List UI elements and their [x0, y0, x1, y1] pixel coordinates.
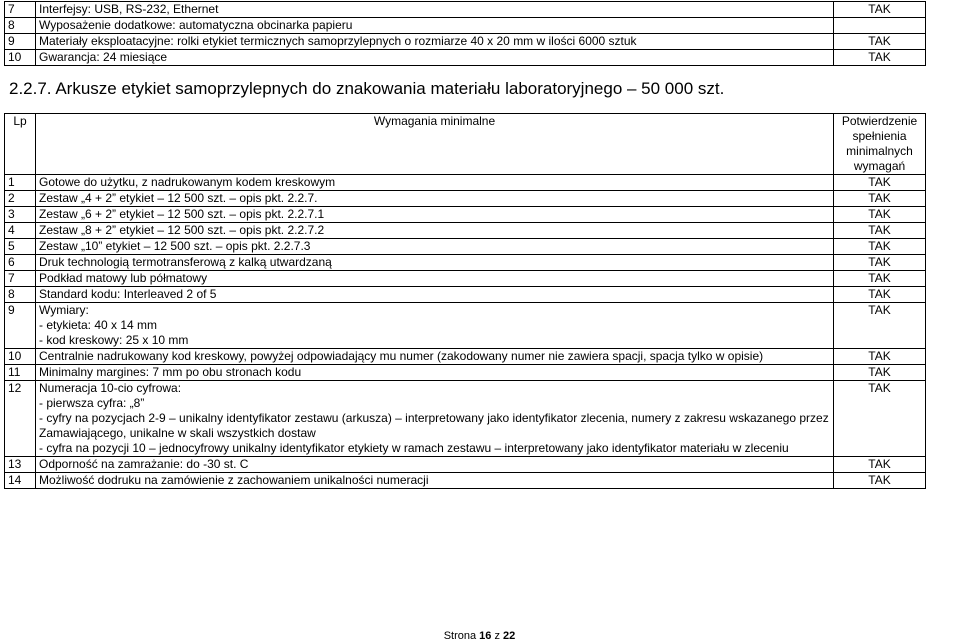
- requirement-line: Zestaw „8 + 2” etykiet – 12 500 szt. – opis pkt. 2.2.7.2: [39, 223, 325, 237]
- row-number: 9: [5, 303, 36, 349]
- requirement-line: Zamawiającego, unikalne w skali wszystkich dostaw: [39, 426, 316, 440]
- row-requirement: [36, 457, 834, 473]
- requirement-line: Wymiary:: [39, 303, 89, 317]
- row-confirmation: TAK: [834, 207, 926, 223]
- table-row: [5, 287, 926, 303]
- requirement-line: Gotowe do użytku, z nadrukowanym kodem kreskowym: [39, 175, 336, 189]
- table-row: [5, 271, 926, 287]
- header-requirements: Wymagania minimalne: [36, 114, 834, 175]
- requirement-line: Numeracja 10-cio cyfrowa:: [39, 381, 182, 395]
- row-requirement: [36, 255, 834, 271]
- row-requirement: [36, 287, 834, 303]
- row-confirmation: TAK: [834, 191, 926, 207]
- requirement-line: Druk technologią termotransferową z kalką utwardzaną: [39, 255, 332, 269]
- row-requirement: [36, 207, 834, 223]
- requirement-line: - kod kreskowy: 25 x 10 mm: [39, 333, 189, 347]
- row-confirmation: TAK: [834, 365, 926, 381]
- footer-total-pages: 22: [503, 630, 516, 642]
- row-number: 7: [5, 271, 36, 287]
- requirement-line: - cyfry na pozycjach 2-9 – unikalny identyfikator zestawu (arkusza) – interpretowany jako identyfikator zlecenia, numery z zakresu wskazanego przez: [39, 411, 829, 425]
- row-confirmation: TAK: [834, 223, 926, 239]
- requirement-line: Podkład matowy lub półmatowy: [39, 271, 208, 285]
- row-number: 1: [5, 175, 36, 191]
- requirement-line: Zestaw „4 + 2” etykiet – 12 500 szt. – opis pkt. 2.2.7.: [39, 191, 318, 205]
- table-row: [5, 175, 926, 191]
- top-requirements-table: [4, 1, 926, 66]
- row-requirement: [36, 271, 834, 287]
- row-number: 3: [5, 207, 36, 223]
- row-confirmation: TAK: [834, 287, 926, 303]
- table-row: [5, 381, 926, 457]
- row-number: 13: [5, 457, 36, 473]
- top-requirements-body: [5, 2, 926, 66]
- header-lp: Lp: [5, 114, 36, 175]
- row-confirmation: TAK: [834, 50, 926, 66]
- row-requirement: [36, 473, 834, 489]
- table-row: [5, 50, 926, 66]
- requirement-line: Minimalny margines: 7 mm po obu stronach kodu: [39, 365, 302, 379]
- requirement-line: Odporność na zamrażanie: do -30 st. C: [39, 457, 249, 471]
- table-row: [5, 34, 926, 50]
- row-confirmation: TAK: [834, 255, 926, 271]
- row-confirmation: TAK: [834, 175, 926, 191]
- header-confirmation: Potwierdzenie spełnienia minimalnych wymagań: [834, 114, 926, 175]
- row-confirmation: [834, 18, 926, 34]
- table-row: [5, 473, 926, 489]
- row-number: 5: [5, 239, 36, 255]
- row-requirement: [36, 381, 834, 457]
- requirement-line: Możliwość dodruku na zamówienie z zachowaniem unikalności numeracji: [39, 473, 429, 487]
- row-number: 10: [5, 50, 36, 66]
- row-requirement: Materiały eksploatacyjne: rolki etykiet termicznych samoprzylepnych o rozmiarze 40 x 20 mm w ilości 6000 sztuk: [36, 34, 834, 50]
- row-requirement: Gwarancja: 24 miesiące: [36, 50, 834, 66]
- requirements-body: [5, 114, 926, 489]
- row-requirement: Interfejsy: USB, RS-232, Ethernet: [36, 2, 834, 18]
- row-requirement: [36, 191, 834, 207]
- table-row: [5, 2, 926, 18]
- requirement-line: Zestaw „10” etykiet – 12 500 szt. – opis pkt. 2.2.7.3: [39, 239, 311, 253]
- requirement-line: Zestaw „6 + 2” etykiet – 12 500 szt. – opis pkt. 2.2.7.1: [39, 207, 325, 221]
- row-confirmation: TAK: [834, 239, 926, 255]
- row-requirement: [36, 223, 834, 239]
- table-row: [5, 207, 926, 223]
- row-requirement: [36, 239, 834, 255]
- table-row: [5, 239, 926, 255]
- table-row: [5, 365, 926, 381]
- row-confirmation: TAK: [834, 349, 926, 365]
- row-confirmation: TAK: [834, 303, 926, 349]
- row-number: 2: [5, 191, 36, 207]
- row-confirmation: TAK: [834, 2, 926, 18]
- row-confirmation: TAK: [834, 34, 926, 50]
- row-number: 14: [5, 473, 36, 489]
- row-number: 8: [5, 18, 36, 34]
- requirement-line: - cyfra na pozycji 10 – jednocyfrowy unikalny identyfikator etykiety w ramach zestawu – interpretowany jako identyfikator materiału w zleceniu: [39, 441, 789, 455]
- row-number: 6: [5, 255, 36, 271]
- footer-prefix: Strona: [443, 630, 477, 642]
- row-number: 9: [5, 34, 36, 50]
- row-requirement: [36, 303, 834, 349]
- row-number: 7: [5, 2, 36, 18]
- row-number: 11: [5, 365, 36, 381]
- row-number: 8: [5, 287, 36, 303]
- requirement-line: Centralnie nadrukowany kod kreskowy, powyżej odpowiadający mu numer (zakodowany numer nie zawiera spacji, spacja tylko w opisie): [39, 349, 764, 363]
- row-number: 10: [5, 349, 36, 365]
- requirements-table: [4, 113, 926, 489]
- row-number: 12: [5, 381, 36, 457]
- table-row: [5, 255, 926, 271]
- table-row: [5, 349, 926, 365]
- table-row: [5, 18, 926, 34]
- row-requirement: [36, 365, 834, 381]
- table-row: [5, 457, 926, 473]
- row-requirement: [36, 175, 834, 191]
- requirement-line: Standard kodu: Interleaved 2 of 5: [39, 287, 217, 301]
- row-confirmation: TAK: [834, 381, 926, 457]
- footer-page-number: 16: [479, 630, 492, 642]
- table-row: [5, 303, 926, 349]
- table-row: [5, 223, 926, 239]
- requirement-line: - etykieta: 40 x 14 mm: [39, 318, 158, 332]
- section-heading: 2.2.7. Arkusze etykiet samoprzylepnych do znakowania materiału laboratoryjnego – 50 000 szt.: [9, 79, 725, 98]
- footer-middle: z: [494, 630, 500, 642]
- table-header-row: [5, 114, 926, 175]
- row-confirmation: TAK: [834, 271, 926, 287]
- row-requirement: [36, 349, 834, 365]
- table-row: [5, 191, 926, 207]
- row-confirmation: TAK: [834, 457, 926, 473]
- row-number: 4: [5, 223, 36, 239]
- page-footer: [0, 630, 959, 643]
- requirement-line: - pierwsza cyfra: „8”: [39, 396, 145, 410]
- row-confirmation: TAK: [834, 473, 926, 489]
- row-requirement: Wyposażenie dodatkowe: automatyczna obcinarka papieru: [36, 18, 834, 34]
